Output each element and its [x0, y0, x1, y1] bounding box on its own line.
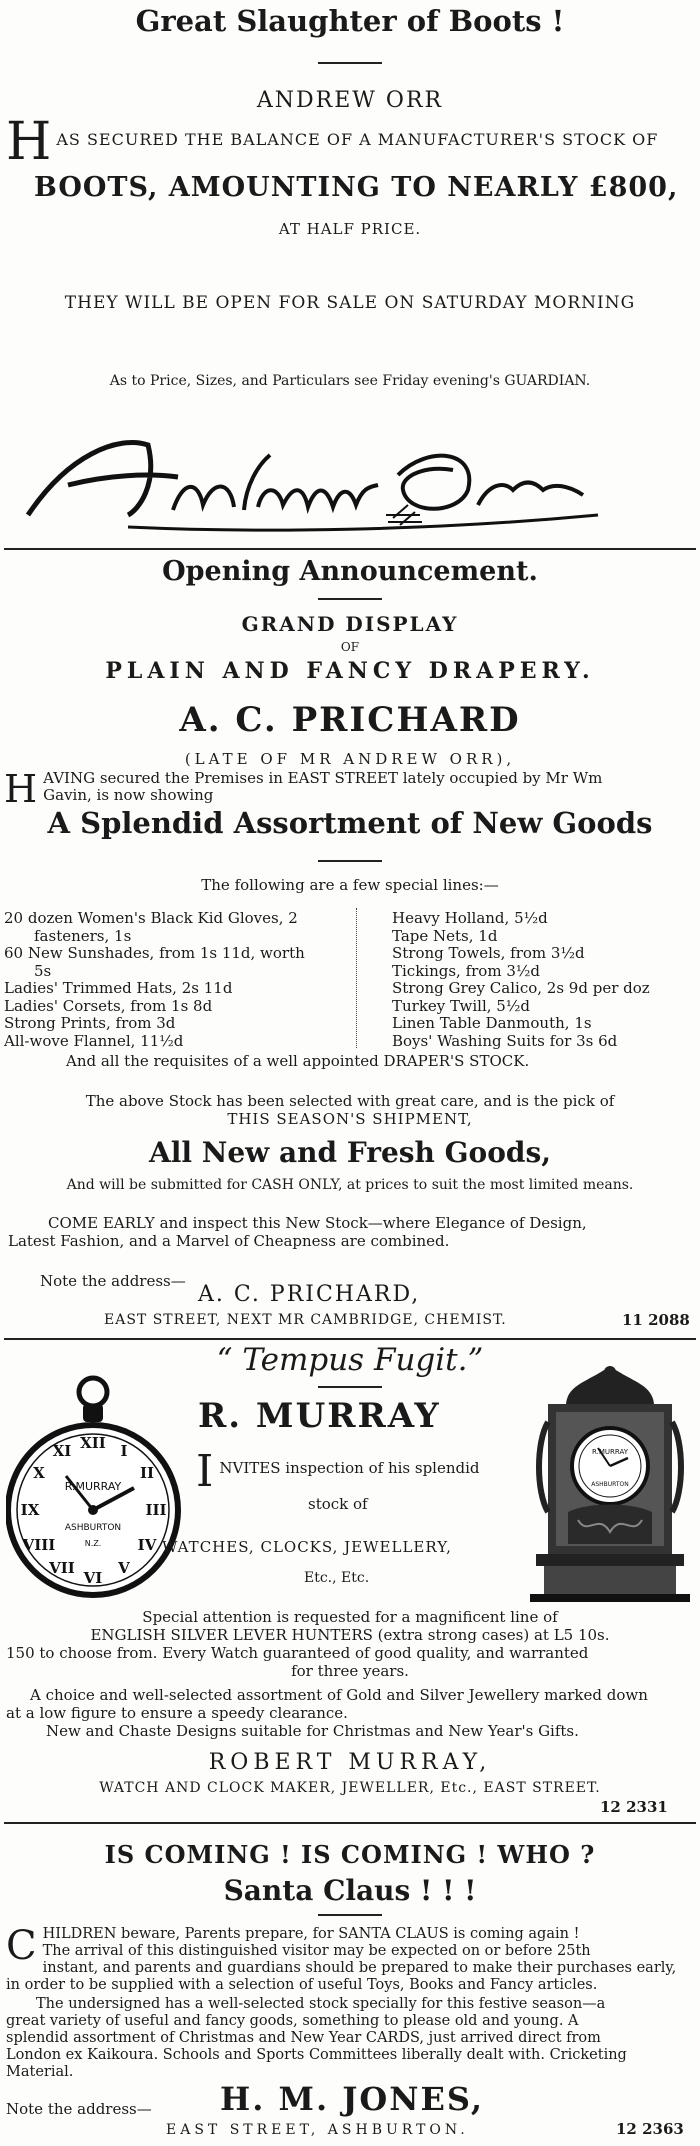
ad2-drapery: PLAIN AND FANCY DRAPERY.	[105, 658, 595, 684]
ad3-invites-line3: WATCHES, CLOCKS, JEWELLERY,	[162, 1538, 452, 1556]
svg-text:I: I	[120, 1442, 128, 1460]
ad2-dropcap: H	[4, 767, 38, 811]
ad1-rule	[318, 62, 382, 64]
ad4-p1-line1: HILDREN beware, Parents prepare, for SANTA CLAUS is coming again !	[42, 1926, 580, 1942]
ad3-special3: 150 to choose from. Every Watch guaranteed of good quality, and warranted	[6, 1644, 589, 1662]
svg-text:X: X	[33, 1464, 45, 1482]
ad4-p1-line2: The arrival of this distinguished visitor may be expected on or before 25th	[42, 1943, 591, 1959]
list-item: Tape Nets, 1d	[392, 926, 498, 945]
svg-text:VIII: VIII	[22, 1536, 56, 1554]
ad4-dropcap: C	[6, 1923, 37, 1969]
watch-maker-label: R.MURRAY	[64, 1480, 122, 1493]
ad3-invites	[196, 1446, 526, 1514]
ad4-paragraph-1	[6, 1923, 696, 1994]
ad2-fresh: All New and Fresh Goods,	[148, 1136, 551, 1169]
svg-text:XI: XI	[52, 1442, 72, 1460]
ad3-special2: ENGLISH SILVER LEVER HUNTERS (extra strong cases) at L5 10s.	[90, 1626, 610, 1644]
ad1-line2: BOOTS, AMOUNTING TO NEARLY £800,	[34, 172, 679, 203]
watch-town-label: ASHBURTON	[64, 1523, 122, 1533]
ad2-right-list	[392, 910, 696, 1050]
ad2-merchant: A. C. PRICHARD	[179, 700, 521, 740]
ad1-line1-text: AS SECURED THE BALANCE OF A MANUFACTURER'S STOCK OF	[56, 130, 659, 149]
ad2-addr-name: A. C. PRICHARD,	[198, 1282, 421, 1307]
ad1-line1	[6, 112, 696, 172]
ad4-p2-line4: London ex Kaikoura. Schools and Sports Committees liberally dealt with. Cricketing	[6, 2047, 627, 2063]
list-item: 20 dozen Women's Black Kid Gloves, 2	[4, 909, 298, 927]
svg-text:V: V	[118, 1559, 130, 1577]
ad2-late: (LATE OF MR ANDREW ORR),	[184, 750, 516, 768]
list-item: Strong Towels, from 3½d	[392, 944, 585, 962]
ad2-rule-2	[318, 860, 382, 862]
ad3-special1: Special attention is requested for a magnificent line of	[142, 1608, 558, 1626]
ad2-of: OF	[340, 640, 360, 654]
ad2-banner: A Splendid Assortment of New Goods	[47, 806, 653, 840]
watch-nz-label: N.Z.	[84, 1539, 102, 1548]
svg-text:VII: VII	[49, 1559, 75, 1577]
ad4-headline: IS COMING ! IS COMING ! WHO ?	[104, 1840, 596, 1869]
ad3-assort1: A choice and well-selected assortment of Gold and Silver Jewellery marked down	[30, 1686, 648, 1704]
ad4-note: Note the address—	[6, 2100, 152, 2118]
ad2-intro-line2: Gavin, is now showing	[43, 786, 214, 804]
clock-maker-label: R.MURRAY	[592, 1448, 628, 1456]
ad4-p2-line2: great variety of useful and fancy goods, something to please old and young. A	[6, 2013, 579, 2029]
ad4-ref: 12 2363	[616, 2120, 684, 2138]
ad1-line4: THEY WILL BE OPEN FOR SALE ON SATURDAY MORNING	[64, 293, 636, 313]
ad2-address: EAST STREET, NEXT MR CAMBRIDGE, CHEMIST.	[104, 1312, 507, 1328]
separator-1	[4, 548, 696, 550]
ad2-grand-display: GRAND DISPLAY	[241, 612, 459, 636]
ad2-intro	[4, 767, 698, 811]
list-item: Boys' Washing Suits for 3s 6d	[392, 1031, 618, 1050]
ad2-come-line2: Latest Fashion, and a Marvel of Cheapness are combined.	[8, 1232, 450, 1250]
ad3-invites-line2: stock of	[308, 1495, 368, 1513]
ad3-merchant: R. MURRAY	[198, 1396, 441, 1436]
ad3-full-name: ROBERT MURRAY,	[208, 1750, 492, 1775]
ad1-headline: Great Slaughter of Boots !	[135, 4, 565, 38]
list-item: Ladies' Trimmed Hats, 2s 11d	[4, 979, 233, 997]
ad4-merchant: H. M. JONES,	[220, 2080, 484, 2118]
svg-text:VI: VI	[83, 1569, 103, 1587]
signature-text: Andrew Orr	[8, 415, 15, 416]
ad2-requisites: And all the requisites of a well appointed DRAPER'S STOCK.	[66, 1052, 530, 1070]
separator-2	[4, 1338, 696, 1340]
ad4-p2-line3: splendid assortment of Christmas and New Year CARDS, just arrived direct from	[6, 2030, 601, 2046]
mantel-clock-icon	[528, 1362, 693, 1602]
ad2-come-early	[8, 1214, 698, 1250]
clock-town-label: ASHBURTON	[591, 1481, 629, 1488]
ad1-merchant: ANDREW ORR	[256, 88, 444, 113]
list-item: Heavy Holland, 5½d	[392, 909, 548, 927]
list-divider	[356, 908, 357, 1048]
ad2-note: Note the address—	[40, 1272, 186, 1290]
list-item: Turkey Twill, 5½d	[392, 996, 530, 1015]
ad1-dropcap: H	[6, 112, 53, 172]
list-item: Strong Grey Calico, 2s 9d per doz	[392, 979, 650, 997]
ad2-left-list	[4, 910, 354, 1050]
separator-3	[4, 1822, 696, 1824]
ad3-dropcap: I	[196, 1446, 214, 1497]
ad3-rule	[318, 1386, 382, 1388]
ad4-p2-line5: Material.	[6, 2064, 74, 2080]
svg-text:II: II	[139, 1464, 155, 1482]
list-item: fasteners, 1s	[34, 926, 132, 945]
ad4-santa: Santa Claus ! ! !	[223, 1874, 477, 1907]
list-item: 5s	[34, 961, 52, 980]
ad4-p1-line3: instant, and parents and guardians should be prepared to make their purchases early,	[42, 1960, 677, 1976]
ad4-paragraph-2	[6, 1996, 696, 2081]
ad2-intro-line1: AVING secured the Premises in EAST STREET lately occupied by Mr Wm	[43, 769, 603, 787]
andrew-orr-signature	[8, 415, 608, 540]
ad3-motto: “ Tempus Fugit.”	[216, 1342, 484, 1378]
ad2-cash-line: And will be submitted for CASH ONLY, at prices to suit the most limited means.	[66, 1177, 634, 1193]
ad3-assort2: at a low figure to ensure a speedy clearance.	[6, 1704, 348, 1722]
ad3-special4: for three years.	[291, 1662, 409, 1680]
ad4-p1-line4: in order to be supplied with a selection of useful Toys, Books and Fancy articles.	[6, 1977, 598, 1993]
ad2-ref: 11 2088	[622, 1311, 690, 1329]
ad3-invites-line1: NVITES inspection of his splendid	[219, 1459, 480, 1477]
ad4-rule	[318, 1914, 382, 1916]
svg-text:IX: IX	[20, 1501, 40, 1519]
svg-text:IV: IV	[137, 1536, 157, 1554]
ad2-headline: Opening Announcement.	[162, 556, 538, 587]
svg-text:XII: XII	[80, 1434, 106, 1452]
ad4-address: EAST STREET, ASHBURTON.	[166, 2122, 469, 2138]
list-item: 60 New Sunshades, from 1s 11d, worth	[4, 944, 305, 962]
list-item: All-wove Flannel, 11½d	[4, 1031, 184, 1050]
ad2-stock-line: The above Stock has been selected with great care, and is the pick of	[85, 1092, 615, 1110]
svg-text:III: III	[145, 1501, 167, 1519]
list-item: Ladies' Corsets, from 1s 8d	[4, 996, 213, 1015]
ad3-assort3: New and Chaste Designs suitable for Christmas and New Year's Gifts.	[46, 1722, 579, 1740]
ad1-line5: As to Price, Sizes, and Particulars see Friday evening's GUARDIAN.	[109, 373, 591, 389]
ad3-invites-line4: Etc., Etc.	[304, 1570, 370, 1586]
ad1-line3: AT HALF PRICE.	[278, 220, 422, 238]
ad4-p2-line1: The undersigned has a well-selected stock specially for this festive season—a	[36, 1996, 606, 2012]
ad2-rule-1	[318, 598, 382, 600]
list-item: Linen Table Danmouth, 1s	[392, 1014, 592, 1032]
pocket-watch-icon	[6, 1370, 181, 1610]
ad2-come-line1: COME EARLY and inspect this New Stock—where Elegance of Design,	[48, 1214, 587, 1232]
ad2-lines-intro: The following are a few special lines:—	[201, 876, 499, 894]
list-item: Strong Prints, from 3d	[4, 1014, 176, 1032]
ad3-trade: WATCH AND CLOCK MAKER, JEWELLER, Etc., EAST STREET.	[99, 1780, 601, 1796]
ad3-ref: 12 2331	[600, 1798, 668, 1816]
list-item: Tickings, from 3½d	[392, 961, 541, 980]
ad2-shipment: THIS SEASON'S SHIPMENT,	[227, 1110, 473, 1128]
